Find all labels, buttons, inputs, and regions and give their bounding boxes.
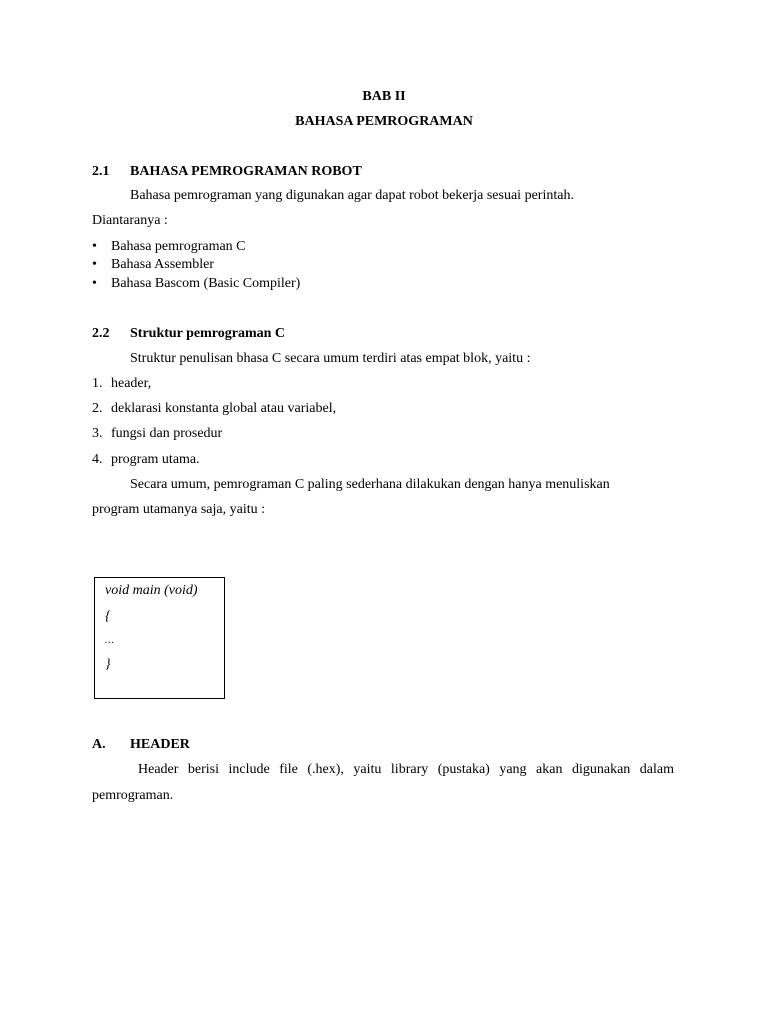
bullet-icon: • bbox=[92, 276, 97, 291]
section-2-1-intro: Diantaranya : bbox=[92, 213, 168, 228]
bullet-text: Bahasa Bascom (Basic Compiler) bbox=[111, 276, 301, 291]
code-line: { bbox=[105, 609, 111, 624]
section-2-2-heading: Struktur pemrograman C bbox=[130, 326, 286, 341]
code-line: } bbox=[105, 657, 111, 672]
list-number: 1. bbox=[92, 376, 103, 391]
chapter-title: BAHASA PEMROGRAMAN bbox=[295, 114, 473, 129]
section-2-2-number: 2.2 bbox=[92, 326, 110, 341]
section-2-2-paragraph2-line1: Secara umum, pemrograman C paling sederhana dilakukan dengan hanya menuliskan bbox=[130, 477, 610, 492]
bullet-text: Bahasa pemrograman C bbox=[111, 239, 246, 254]
list-text: program utama. bbox=[111, 452, 200, 467]
bullet-icon: • bbox=[92, 239, 97, 254]
code-line: … bbox=[105, 635, 114, 646]
bullet-text: Bahasa Assembler bbox=[111, 257, 215, 272]
code-box bbox=[94, 577, 225, 699]
section-2-2-paragraph: Struktur penulisan bhasa C secara umum terdiri atas empat blok, yaitu : bbox=[130, 351, 531, 366]
list-text: deklarasi konstanta global atau variabel, bbox=[111, 401, 337, 416]
list-text: fungsi dan prosedur bbox=[111, 426, 223, 441]
section-a-line1: Header berisi include file (.hex), yaitu library (pustaka) yang akan digunakan dalam bbox=[138, 762, 674, 777]
section-a-letter: A. bbox=[92, 737, 106, 752]
section-2-1-number: 2.1 bbox=[92, 164, 110, 179]
section-2-2-paragraph2-line2: program utamanya saja, yaitu : bbox=[92, 502, 265, 517]
bullet-icon: • bbox=[92, 257, 97, 272]
section-a-heading: HEADER bbox=[130, 737, 190, 752]
list-text: header, bbox=[111, 376, 152, 391]
code-line: void main (void) bbox=[105, 583, 198, 598]
list-number: 3. bbox=[92, 426, 103, 441]
list-number: 2. bbox=[92, 401, 103, 416]
chapter-label: BAB II bbox=[362, 89, 406, 104]
section-a-line2: pemrograman. bbox=[92, 788, 174, 803]
list-number: 4. bbox=[92, 452, 103, 467]
section-2-1-heading: BAHASA PEMROGRAMAN ROBOT bbox=[130, 164, 362, 179]
section-2-1-paragraph: Bahasa pemrograman yang digunakan agar dapat robot bekerja sesuai perintah. bbox=[130, 188, 574, 203]
